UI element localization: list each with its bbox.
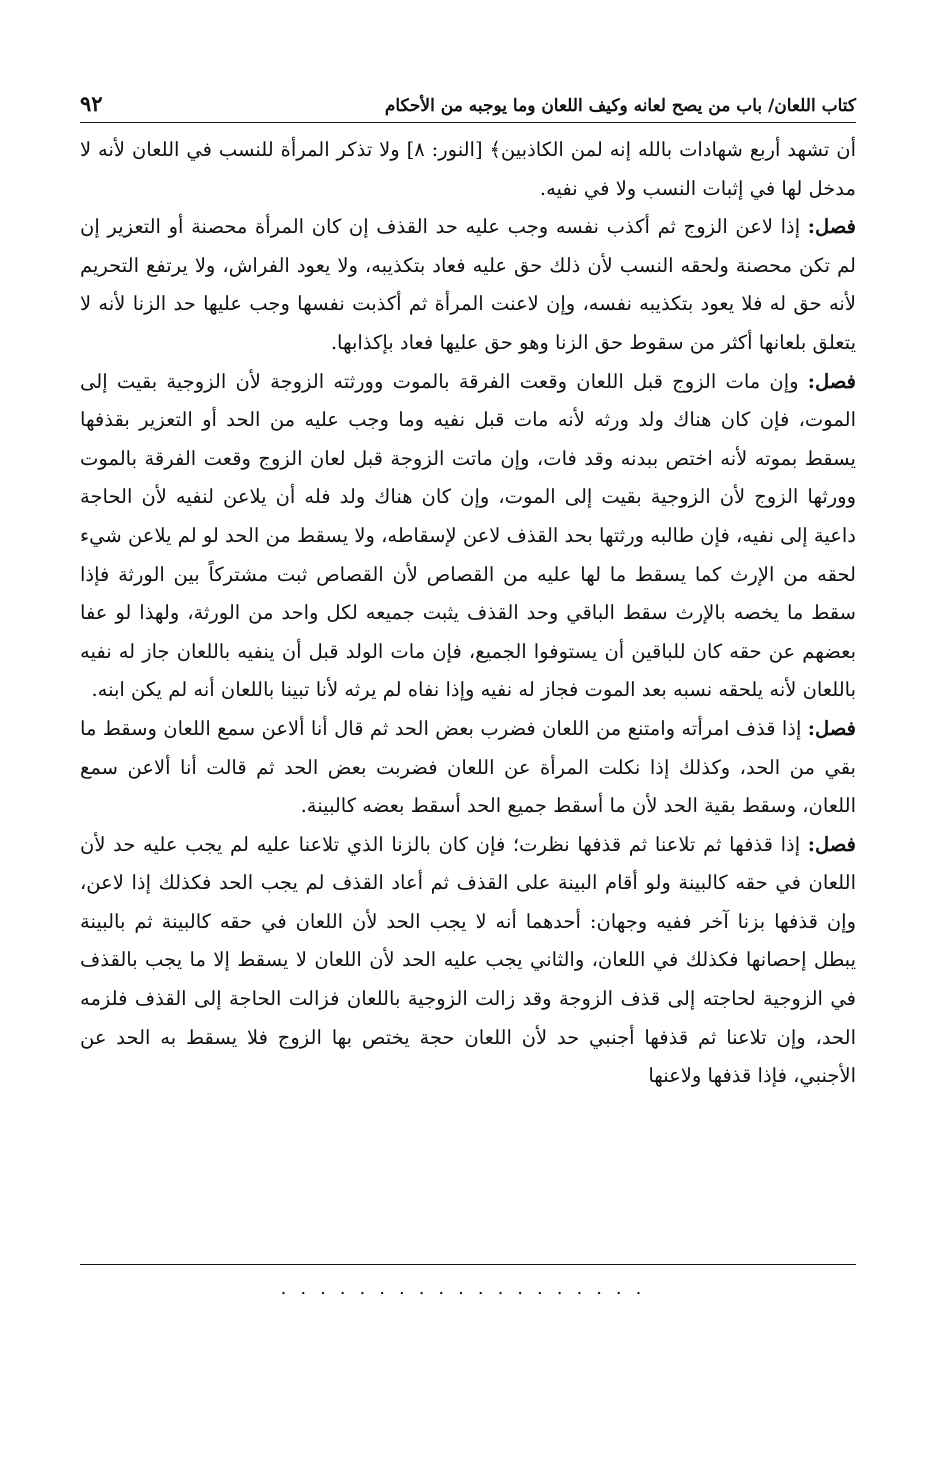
section-keyword: فصل: bbox=[807, 832, 856, 856]
paragraph bbox=[80, 710, 856, 826]
footnote-dots: ................... bbox=[280, 1278, 656, 1299]
book-page bbox=[80, 82, 856, 1322]
paragraph-text: إذا قذفها ثم تلاعنا ثم قذفها نظرت؛ فإن كان بالزنا الذي تلاعنا عليه لم يجب عليه حد لأن اللعان في حقه كالبينة ولو أقام البينة على القذف ثم أعاد القذف لم يجب الحد فكذلك إذا لاعن، وإن قذفها بزنا آخر ففيه وجهان: أحدهما أنه لا يجب الحد لأن اللعان في حقه كالبينة ثم بالبينة يبطل إحصانها فكذلك في اللعان، والثاني يجب عليه الحد لأن اللعان لا يسقط إلا ما يجب بالقذف في الزوجية لحاجته إلى قذف الزوجة وقد زالت الزوجية باللعان فزالت الحاجة إلى القذف فلزمه الحد، وإن تلاعنا ثم قذفها أجنبي حد لأن اللعان حجة يختص بها الزوج فلا يسقط به الحد عن الأجنبي، فإذا قذفها ولاعنها bbox=[80, 832, 856, 1088]
header-divider bbox=[80, 122, 856, 123]
chapter-title: كتاب اللعان/ باب من يصح لعانه وكيف اللعان وما يوجبه من الأحكام bbox=[384, 96, 856, 116]
paragraph bbox=[80, 826, 856, 1096]
footnote-divider bbox=[80, 1264, 856, 1265]
body-text bbox=[80, 131, 856, 1096]
section-keyword: فصل: bbox=[807, 369, 856, 393]
paragraph-text: أن تشهد أربع شهادات بالله إنه لمن الكاذبين﴾ [النور: ٨] ولا تذكر المرأة للنسب في اللعان لأنه لا مدخل لها في إثبات النسب ولا في نفيه. bbox=[80, 138, 856, 200]
paragraph bbox=[80, 363, 856, 710]
paragraph-text: إذا قذف امرأته وامتنع من اللعان فضرب بعض الحد ثم قال أنا ألاعن سمع اللعان وسقط ما بقي من الحد، وكذلك إذا نكلت المرأة عن اللعان فضربت بعض الحد ثم قالت أنا ألاعن سمع اللعان، وسقط بقية الحد لأن ما أسقط جميع الحد أسقط بعضه كالبينة. bbox=[80, 716, 856, 818]
running-header bbox=[80, 82, 856, 116]
section-keyword: فصل: bbox=[807, 716, 856, 740]
page-number: ٩٢ bbox=[80, 91, 103, 116]
paragraph-text: وإن مات الزوج قبل اللعان وقعت الفرقة بالموت وورثته الزوجة لأن الزوجية بقيت إلى الموت، فإن كان هناك ولد ورثه لأنه مات قبل نفيه وما وجب عليه من الحد أو التعزير بقذفها يسقط بموته لأنه اختص ببدنه وقد فات، وإن ماتت الزوجة قبل لعان الزوج وقعت الفرقة بالموت وورثها الزوج لأن الزوجية بقيت إلى الموت، وإن كان هناك ولد فله أن يلاعن لنفيه لأن الحاجة داعية إلى نفيه، فإن طالبه ورثتها بحد القذف لاعن لإسقاطه، ولا يسقط من الحد لو لم يلاعن شيء لحقه من الإرث كما يسقط ما لها عليه من القصاص لأن القصاص ثبت مشتركاً بين الورثة فإذا سقط ما يخصه بالإرث سقط الباقي وحد القذف يثبت جميعه لكل واحد من الورثة، ولهذا لو عفا بعضهم عن حقه كان للباقين أن يستوفوا الجميع، فإن مات الولد قبل أن ينفيه باللعان جاز له نفيه باللعان لأنه يلحقه نسبه بعد الموت فجاز له نفيه وإذا نفاه لم يرثه لأنا تبينا باللعان أنه لم يكن ابنه. bbox=[80, 369, 856, 702]
paragraph bbox=[80, 131, 856, 208]
section-keyword: فصل: bbox=[807, 215, 856, 239]
paragraph bbox=[80, 208, 856, 362]
paragraph-text: إذا لاعن الزوج ثم أكذب نفسه وجب عليه حد القذف إن كان المرأة محصنة أو التعزير إن لم تكن محصنة ولحقه النسب لأن ذلك حق عليه فعاد بتكذيبه، ولا يعود الفراش، ولا يرتفع التحريم لأنه حق له فلا يعود بتكذيبه نفسه، وإن لاعنت المرأة ثم أكذبت نفسها وجب عليها حد الزنا لأنه لا يتعلق بلعانها أكثر من سقوط حق الزنا وهو حق عليها فعاد بإكذابها. bbox=[80, 215, 856, 354]
